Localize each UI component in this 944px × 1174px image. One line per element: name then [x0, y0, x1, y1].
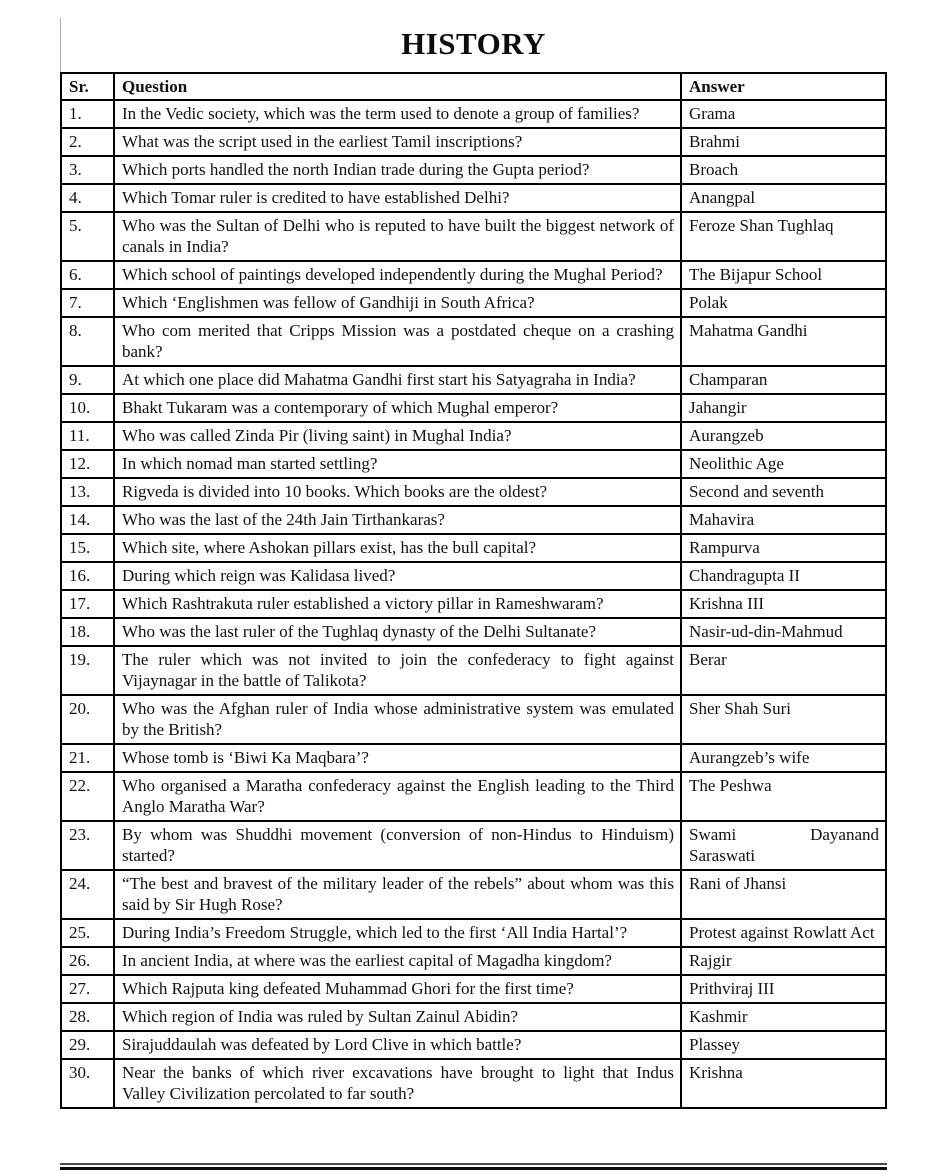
- cell-question: Who com merited that Cripps Mission was a postdated cheque on a crashing bank?: [114, 317, 681, 366]
- table-row: [61, 478, 886, 506]
- table-row: [61, 317, 886, 366]
- cell-serial: 17.: [61, 590, 114, 618]
- cell-answer: Brahmi: [681, 128, 886, 156]
- cell-answer: Anangpal: [681, 184, 886, 212]
- cell-serial: 22.: [61, 772, 114, 821]
- cell-answer: Rajgir: [681, 947, 886, 975]
- cell-question: The ruler which was not invited to join the confederacy to fight against Vijaynagar in the battle of Talikota?: [114, 646, 681, 695]
- table-row: [61, 821, 886, 870]
- cell-answer: Grama: [681, 100, 886, 128]
- cell-question: Who was the Afghan ruler of India whose administrative system was emulated by the British?: [114, 695, 681, 744]
- cell-serial: 14.: [61, 506, 114, 534]
- cell-serial: 24.: [61, 870, 114, 919]
- table-row: [61, 156, 886, 184]
- qa-table: [60, 72, 887, 1109]
- cell-serial: 11.: [61, 422, 114, 450]
- footer-line-thick: [60, 1167, 887, 1170]
- table-row: [61, 695, 886, 744]
- table-row: [61, 422, 886, 450]
- cell-answer: Broach: [681, 156, 886, 184]
- cell-answer: Plassey: [681, 1031, 886, 1059]
- cell-serial: 21.: [61, 744, 114, 772]
- table-row: [61, 261, 886, 289]
- cell-question: Near the banks of which river excavations have brought to light that Indus Valley Civilization percolated to far south?: [114, 1059, 681, 1108]
- cell-answer: Nasir-ud-din-Mahmud: [681, 618, 886, 646]
- table-row: [61, 506, 886, 534]
- cell-serial: 5.: [61, 212, 114, 261]
- cell-question: During India’s Freedom Struggle, which led to the first ‘All India Hartal’?: [114, 919, 681, 947]
- header-row: [61, 73, 886, 100]
- cell-serial: 2.: [61, 128, 114, 156]
- cell-answer: Neolithic Age: [681, 450, 886, 478]
- cell-answer: The Bijapur School: [681, 261, 886, 289]
- cell-answer: Aurangzeb’s wife: [681, 744, 886, 772]
- cell-answer: Rampurva: [681, 534, 886, 562]
- cell-question: Sirajuddaulah was defeated by Lord Clive in which battle?: [114, 1031, 681, 1059]
- cell-question: During which reign was Kalidasa lived?: [114, 562, 681, 590]
- cell-answer: Mahavira: [681, 506, 886, 534]
- cell-answer: Champaran: [681, 366, 886, 394]
- table-row: [61, 366, 886, 394]
- cell-answer: Kashmir: [681, 1003, 886, 1031]
- page-title: HISTORY: [401, 26, 546, 61]
- table-row: [61, 1003, 886, 1031]
- cell-question: Which Rajputa king defeated Muhammad Ghori for the first time?: [114, 975, 681, 1003]
- table-row: [61, 450, 886, 478]
- cell-question: Rigveda is divided into 10 books. Which books are the oldest?: [114, 478, 681, 506]
- cell-question: “The best and bravest of the military leader of the rebels” about whom was this said by Sir Hugh Rose?: [114, 870, 681, 919]
- cell-question: Which school of paintings developed independently during the Mughal Period?: [114, 261, 681, 289]
- cell-serial: 15.: [61, 534, 114, 562]
- cell-question: Whose tomb is ‘Biwi Ka Maqbara’?: [114, 744, 681, 772]
- cell-serial: 25.: [61, 919, 114, 947]
- cell-answer: Krishna: [681, 1059, 886, 1108]
- cell-serial: 28.: [61, 1003, 114, 1031]
- cell-serial: 29.: [61, 1031, 114, 1059]
- cell-answer: Polak: [681, 289, 886, 317]
- table-row: [61, 1031, 886, 1059]
- cell-answer: Mahatma Gandhi: [681, 317, 886, 366]
- cell-answer: The Peshwa: [681, 772, 886, 821]
- cell-question: By whom was Shuddhi movement (conversion of non-Hindus to Hinduism) started?: [114, 821, 681, 870]
- table-row: [61, 562, 886, 590]
- header-sr: Sr.: [61, 73, 114, 100]
- table-row: [61, 947, 886, 975]
- cell-question: Bhakt Tukaram was a contemporary of which Mughal emperor?: [114, 394, 681, 422]
- table-row: [61, 744, 886, 772]
- qa-table-body: [61, 100, 886, 1108]
- cell-serial: 12.: [61, 450, 114, 478]
- cell-serial: 7.: [61, 289, 114, 317]
- cell-answer: Aurangzeb: [681, 422, 886, 450]
- cell-answer: Rani of Jhansi: [681, 870, 886, 919]
- cell-serial: 20.: [61, 695, 114, 744]
- cell-serial: 8.: [61, 317, 114, 366]
- cell-serial: 27.: [61, 975, 114, 1003]
- table-row: [61, 590, 886, 618]
- cell-serial: 13.: [61, 478, 114, 506]
- cell-question: Which Tomar ruler is credited to have established Delhi?: [114, 184, 681, 212]
- cell-question: In the Vedic society, which was the term used to denote a group of families?: [114, 100, 681, 128]
- table-row: [61, 618, 886, 646]
- qa-table-head: [61, 73, 886, 100]
- header-answer: Answer: [681, 73, 886, 100]
- cell-serial: 19.: [61, 646, 114, 695]
- cell-question: In ancient India, at where was the earliest capital of Magadha kingdom?: [114, 947, 681, 975]
- cell-answer: Second and seventh: [681, 478, 886, 506]
- table-row: [61, 212, 886, 261]
- cell-serial: 26.: [61, 947, 114, 975]
- cell-answer: Prithviraj III: [681, 975, 886, 1003]
- cell-answer: Sher Shah Suri: [681, 695, 886, 744]
- header-question: Question: [114, 73, 681, 100]
- table-row: [61, 289, 886, 317]
- cell-question: Who was the last ruler of the Tughlaq dynasty of the Delhi Sultanate?: [114, 618, 681, 646]
- cell-question: At which one place did Mahatma Gandhi first start his Satyagraha in India?: [114, 366, 681, 394]
- cell-answer: Protest against Rowlatt Act: [681, 919, 886, 947]
- table-row: [61, 100, 886, 128]
- cell-answer: Jahangir: [681, 394, 886, 422]
- cell-question: Which ‘Englishmen was fellow of Gandhiji in South Africa?: [114, 289, 681, 317]
- cell-question: Who was the last of the 24th Jain Tirthankaras?: [114, 506, 681, 534]
- cell-serial: 18.: [61, 618, 114, 646]
- cell-question: Who organised a Maratha confederacy against the English leading to the Third Anglo Maratha War?: [114, 772, 681, 821]
- cell-question: Which region of India was ruled by Sultan Zainul Abidin?: [114, 1003, 681, 1031]
- cell-answer: Berar: [681, 646, 886, 695]
- table-row: [61, 184, 886, 212]
- cell-question: Which site, where Ashokan pillars exist, has the bull capital?: [114, 534, 681, 562]
- table-row: [61, 646, 886, 695]
- cell-question: Which ports handled the north Indian trade during the Gupta period?: [114, 156, 681, 184]
- cell-serial: 30.: [61, 1059, 114, 1108]
- table-row: [61, 772, 886, 821]
- cell-serial: 6.: [61, 261, 114, 289]
- cell-serial: 9.: [61, 366, 114, 394]
- cell-answer: Feroze Shan Tughlaq: [681, 212, 886, 261]
- cell-serial: 23.: [61, 821, 114, 870]
- footer-double-line: [60, 1163, 887, 1170]
- table-row: [61, 534, 886, 562]
- cell-question: Who was the Sultan of Delhi who is reputed to have built the biggest network of canals in India?: [114, 212, 681, 261]
- table-row: [61, 1059, 886, 1108]
- cell-answer: Krishna III: [681, 590, 886, 618]
- table-row: [61, 870, 886, 919]
- cell-serial: 10.: [61, 394, 114, 422]
- cell-serial: 3.: [61, 156, 114, 184]
- cell-question: Which Rashtrakuta ruler established a victory pillar in Rameshwaram?: [114, 590, 681, 618]
- cell-serial: 1.: [61, 100, 114, 128]
- cell-question: In which nomad man started settling?: [114, 450, 681, 478]
- table-row: [61, 394, 886, 422]
- table-row: [61, 128, 886, 156]
- cell-answer: Chandragupta II: [681, 562, 886, 590]
- cell-question: Who was called Zinda Pir (living saint) in Mughal India?: [114, 422, 681, 450]
- cell-question: What was the script used in the earliest Tamil inscriptions?: [114, 128, 681, 156]
- cell-serial: 4.: [61, 184, 114, 212]
- cell-answer: Swami Dayanand Saraswati: [681, 821, 886, 870]
- table-row: [61, 919, 886, 947]
- table-row: [61, 975, 886, 1003]
- cell-serial: 16.: [61, 562, 114, 590]
